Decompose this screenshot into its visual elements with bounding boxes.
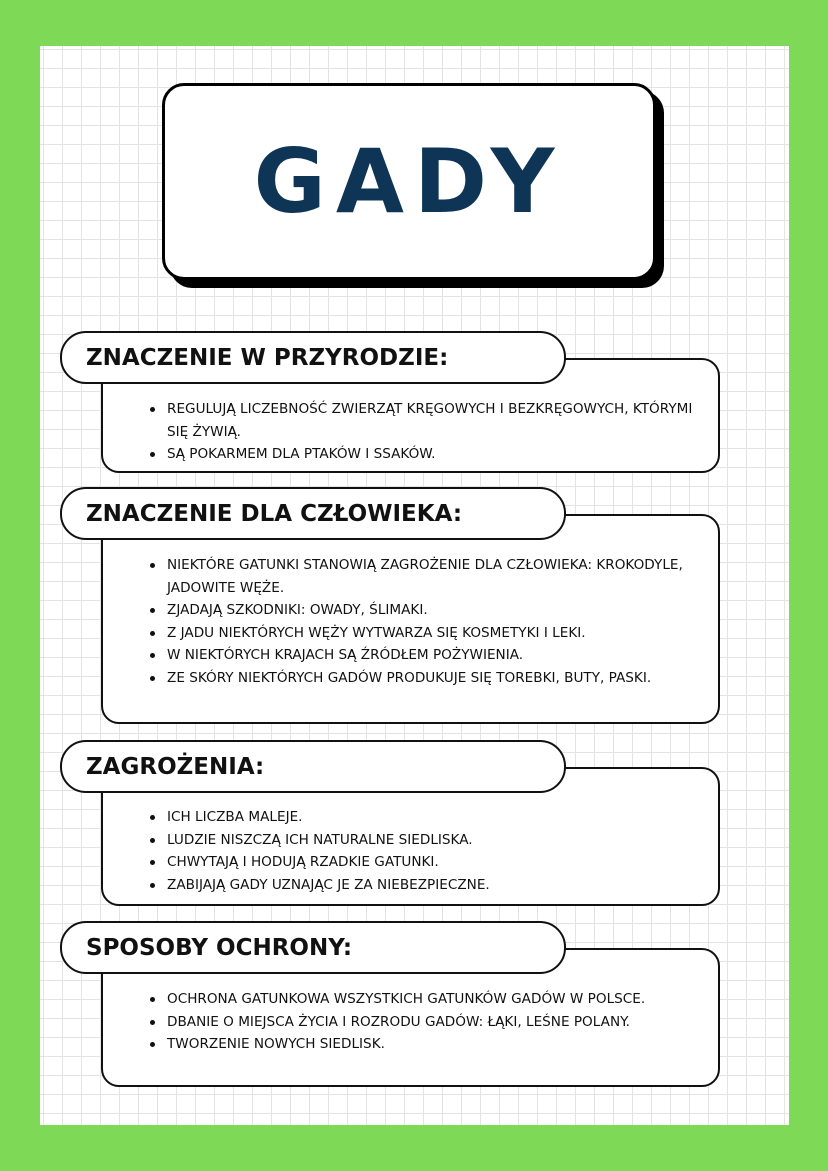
list-item: ZJADAJĄ SZKODNIKI: OWADY, ŚLIMAKI. — [167, 599, 718, 622]
list-item: W NIEKTÓRYCH KRAJACH SĄ ŹRÓDŁEM POŻYWIENIA. — [167, 644, 718, 667]
list-item: Z JADU NIEKTÓRYCH WĘŻY WYTWARZA SIĘ KOSMETYKI I LEKI. — [167, 622, 718, 645]
list-item: OCHRONA GATUNKOWA WSZYSTKICH GATUNKÓW GADÓW W POLSCE. — [167, 988, 718, 1011]
list-item: TWORZENIE NOWYCH SIEDLISK. — [167, 1033, 718, 1056]
section-heading: ZAGROŻENIA: — [86, 753, 265, 780]
list-item: LUDZIE NISZCZĄ ICH NATURALNE SIEDLISKA. — [167, 829, 718, 852]
section-item-list — [103, 988, 718, 1056]
list-item: DBANIE O MIEJSCA ŻYCIA I ROZRODU GADÓW: ŁĄKI, LEŚNE POLANY. — [167, 1011, 718, 1034]
section-znaczenie-dla-czlowieka-box — [101, 514, 720, 724]
section-heading: SPOSOBY OCHRONY: — [86, 934, 353, 961]
section-header-pill — [60, 740, 566, 793]
title-box — [162, 83, 656, 280]
section-heading: ZNACZENIE W PRZYRODZIE: — [86, 344, 449, 371]
list-item: ZABIJAJĄ GADY UZNAJĄC JE ZA NIEBEZPIECZNE. — [167, 874, 718, 897]
list-item: ICH LICZBA MALEJE. — [167, 806, 718, 829]
section-header-pill — [60, 921, 566, 974]
section-item-list — [103, 398, 718, 466]
list-item: NIEKTÓRE GATUNKI STANOWIĄ ZAGROŻENIE DLA CZŁOWIEKA: KROKODYLE, JADOWITE WĘŻE. — [167, 554, 718, 599]
list-item: ZE SKÓRY NIEKTÓRYCH GADÓW PRODUKUJE SIĘ TOREBKI, BUTY, PASKI. — [167, 667, 718, 690]
section-header-pill — [60, 487, 566, 540]
list-item: SĄ POKARMEM DLA PTAKÓW I SSAKÓW. — [167, 443, 718, 466]
section-item-list — [103, 806, 718, 896]
list-item: REGULUJĄ LICZEBNOŚĆ ZWIERZĄT KRĘGOWYCH I BEZKRĘGOWYCH, KTÓRYMI SIĘ ŻYWIĄ. — [167, 398, 718, 443]
page-title: GADY — [253, 130, 565, 233]
list-item: CHWYTAJĄ I HODUJĄ RZADKIE GATUNKI. — [167, 851, 718, 874]
section-item-list — [103, 554, 718, 689]
section-header-pill — [60, 331, 566, 384]
section-heading: ZNACZENIE DLA CZŁOWIEKA: — [86, 500, 463, 527]
